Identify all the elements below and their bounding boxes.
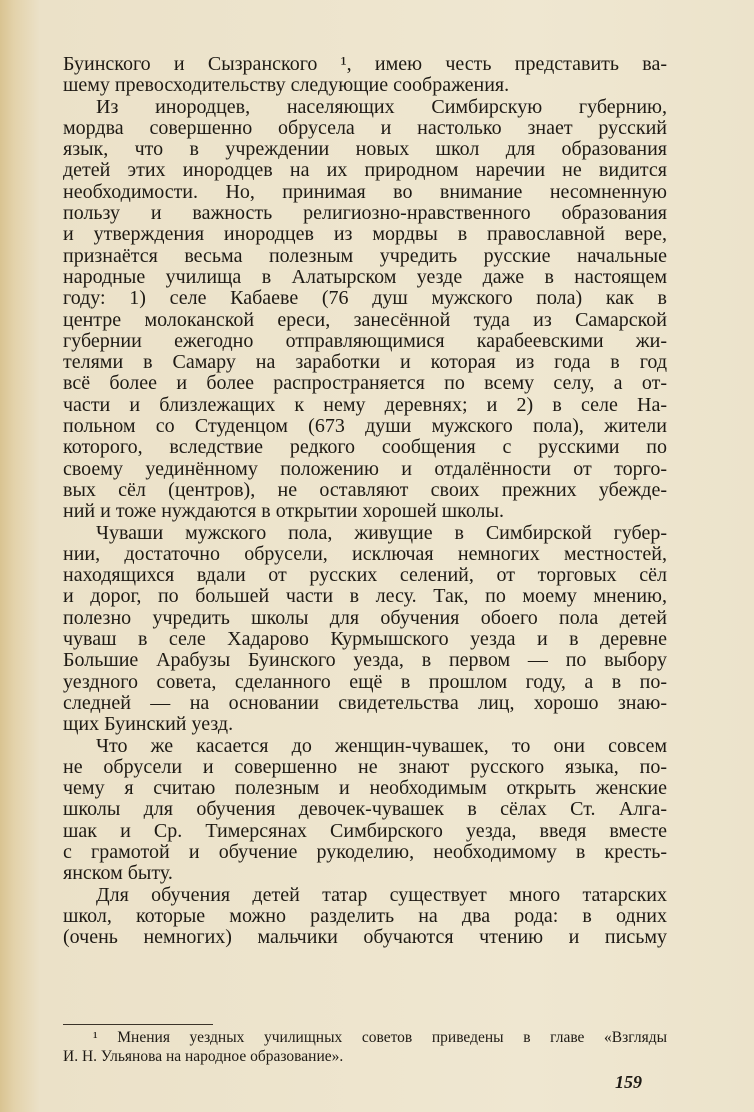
body-line: и дорог, по большей части в лесу. Так, по моему мнению, xyxy=(63,585,667,608)
body-line: Что же касается до женщин-чувашек, то они совсем xyxy=(96,734,667,757)
body-line: центре молоканской ереси, занесённой туда из Самарской xyxy=(63,308,667,331)
body-line: янском быту. xyxy=(63,862,173,885)
body-line: детей этих инородцев на их природном наречии не видится xyxy=(63,159,667,182)
footnote-line: ¹ Мнения уездных училищных советов приведены в главе «Взгляды xyxy=(93,1029,667,1046)
body-line: не обрусели и совершенно не знают русского языка, по- xyxy=(63,755,667,778)
body-line: шак и Ср. Тимерсянах Симбирского уезда, введя вместе xyxy=(63,819,667,842)
body-line: и утверждения инородцев из мордвы в православной вере, xyxy=(63,223,667,246)
body-line: народные училища в Алатырском уезде даже в настоящем xyxy=(63,265,667,288)
body-line: которого, вследствие редкого сообщения с русскими по xyxy=(63,436,667,459)
body-line: полезно учредить школы для обучения обоего пола детей xyxy=(63,606,667,629)
body-line: губернии ежегодно отправляющимися карабеевскими жи- xyxy=(63,329,667,352)
body-line: признаётся весьма полезным учредить русские начальные xyxy=(63,244,667,267)
body-line: Чуваши мужского пола, живущие в Симбирской губер- xyxy=(96,521,667,544)
body-line: мордва совершенно обрусела и настолько знает русский xyxy=(63,116,667,139)
body-line: шему превосходительству следующие соображения. xyxy=(63,74,510,97)
body-line: пользу и важность религиозно-нравственного образования xyxy=(63,202,667,225)
page-number: 159 xyxy=(615,1072,642,1092)
body-line: (очень немногих) мальчики обучаются чтению и письму xyxy=(63,926,667,949)
body-line: своему уединённому положению и отдалённости от торго- xyxy=(63,457,667,480)
body-line: с грамотой и обучение рукоделию, необходимому в кресть- xyxy=(63,840,667,863)
body-line: уездного совета, сделанного ещё в прошлом году, а в по- xyxy=(63,670,667,693)
body-line: ний и тоже нуждаются в открытии хорошей школы. xyxy=(63,500,504,523)
body-line: Буинского и Сызранского ¹, имею честь представить ва- xyxy=(63,53,667,75)
body-line: чему я считаю полезным и необходимым открыть женские xyxy=(63,777,667,800)
footnote-line: И. Н. Ульянова на народное образование». xyxy=(63,1048,344,1065)
body-line: части и близлежащих к нему деревнях; и 2) в селе На- xyxy=(63,393,667,416)
footnote-rule xyxy=(63,1024,213,1025)
body-line: польном со Студенцом (673 души мужского пола), жители xyxy=(63,415,667,438)
body-line: нии, достаточно обрусели, исключая немногих местностей, xyxy=(63,542,667,565)
footnote xyxy=(63,1028,667,1066)
body-line: Для обучения детей татар существует много татарских xyxy=(96,883,667,906)
body-line: всё более и более распространяется по всему селу, а от- xyxy=(63,372,667,395)
body-line: находящихся вдали от русских селений, от торговых сёл xyxy=(63,564,667,587)
body-line: школ, которые можно разделить на два рода: в одних xyxy=(63,904,667,927)
body-line: щих Буинский уезд. xyxy=(63,713,234,736)
body-line: язык, что в учреждении новых школ для образования xyxy=(63,138,667,161)
body-line: году: 1) селе Кабаеве (76 душ мужского пола) как в xyxy=(63,287,667,310)
body-line: Большие Арабузы Буинского уезда, в первом — по выбору xyxy=(63,649,667,672)
body-line: Из инородцев, населяющих Симбирскую губернию, xyxy=(96,95,667,118)
body-line: телями в Самару на заработки и которая из года в год xyxy=(63,351,667,374)
body-text xyxy=(63,54,667,948)
body-line: необходимости. Но, принимая во внимание несомненную xyxy=(63,180,667,203)
body-line: следней — на основании свидетельства лиц, хорошо знаю- xyxy=(63,691,667,714)
body-line: школы для обучения девочек-чувашек в сёлах Ст. Алга- xyxy=(63,798,667,821)
body-line: чуваш в селе Хадарово Курмышского уезда и в деревне xyxy=(63,628,667,651)
body-line: вых сёл (центров), не оставляют своих прежних убежде- xyxy=(63,478,667,501)
